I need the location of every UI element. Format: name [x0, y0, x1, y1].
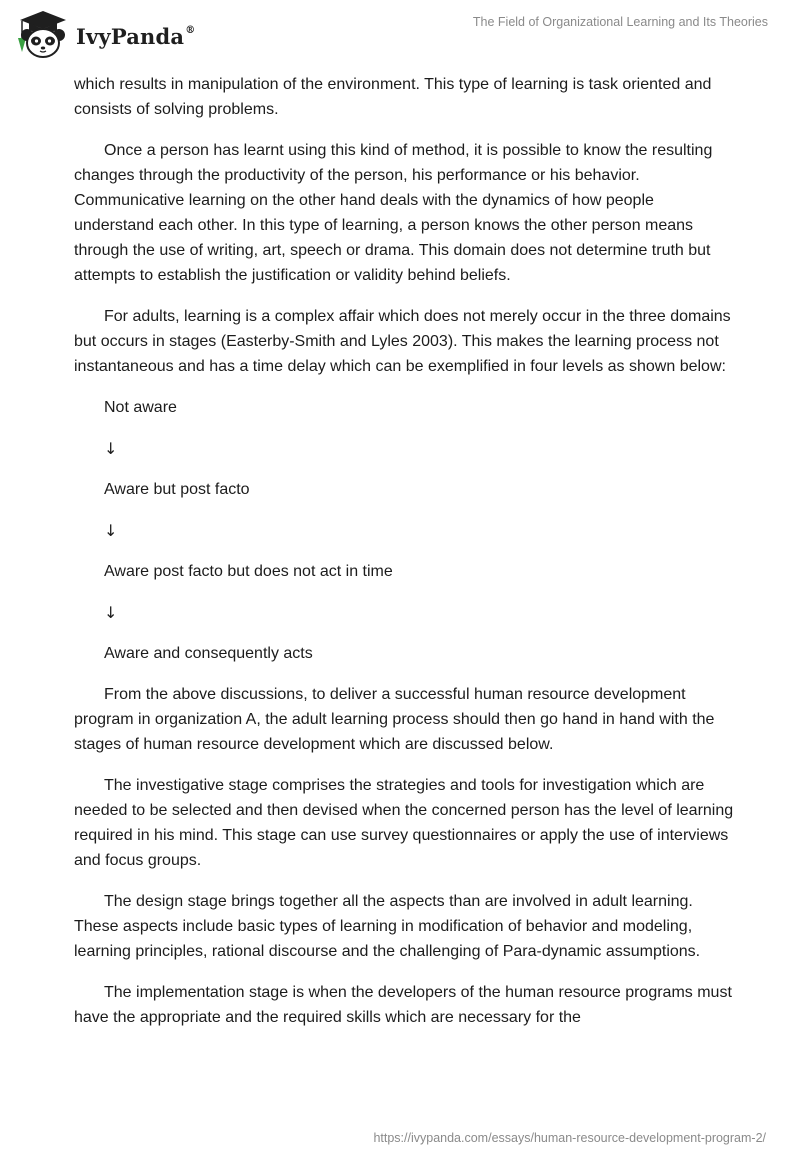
learning-level: Aware but post facto [104, 481, 250, 498]
down-arrow-icon: ↓ [104, 603, 118, 622]
learning-level: Aware post facto but does not act in time [104, 563, 393, 580]
page-header [0, 0, 800, 70]
down-arrow-icon: ↓ [104, 521, 118, 540]
down-arrow-icon: ↓ [104, 439, 118, 458]
paragraph: Once a person has learnt using this kind of method, it is possible to know the resulting changes through the productivity of the person, his performance or his behavior. Communicative learning on the other hand deals with the dynamics of how people understand each other. In this type of learning, a person knows the other person means through the use of writing, art, speech or drama. This domain does not determine truth but attempts to establish the justification or validity behind beliefs. [74, 142, 713, 284]
document-title: The Field of Organizational Learning and Its Theories [472, 15, 768, 29]
essay-body [74, 72, 734, 1046]
paragraph: The design stage brings together all the aspects than are involved in adult learning. These aspects include basic types of learning in modification of behavior and modeling, learning principles, rational discourse and the challenging of Para-dynamic assumptions. [74, 893, 701, 960]
paragraph: The investigative stage comprises the strategies and tools for investigation which are needed to be selected and then devised when the concerned person has the level of learning required in his mind. This stage can use survey questionnaires or apply the use of interviews and focus groups. [74, 777, 734, 869]
learning-level: Not aware [104, 399, 177, 416]
paragraph: From the above discussions, to deliver a successful human resource development program in organization A, the adult learning process should then go hand in hand with the stages of human resource development which are discussed below. [74, 686, 715, 753]
paragraph: For adults, learning is a complex affair which does not merely occur in the three domains but occurs in stages (Easterby-Smith and Lyles 2003). This makes the learning process not instantaneous and has a time delay which can be exemplified in four levels as shown below: [74, 308, 731, 375]
brand-name: IvyPanda® [76, 23, 196, 49]
registered-mark: ® [185, 24, 196, 36]
panda-graduate-icon [14, 8, 72, 60]
paragraph: The implementation stage is when the developers of the human resource programs must have the appropriate and the required skills which are necessary for the [74, 984, 732, 1026]
source-url-link[interactable]: https://ivypanda.com/essays/human-resource-development-program-2/ [373, 1131, 766, 1145]
ivypanda-logo[interactable] [14, 8, 195, 60]
learning-level: Aware and consequently acts [104, 645, 313, 662]
paragraph: which results in manipulation of the environment. This type of learning is task oriented and consists of solving problems. [74, 76, 712, 118]
